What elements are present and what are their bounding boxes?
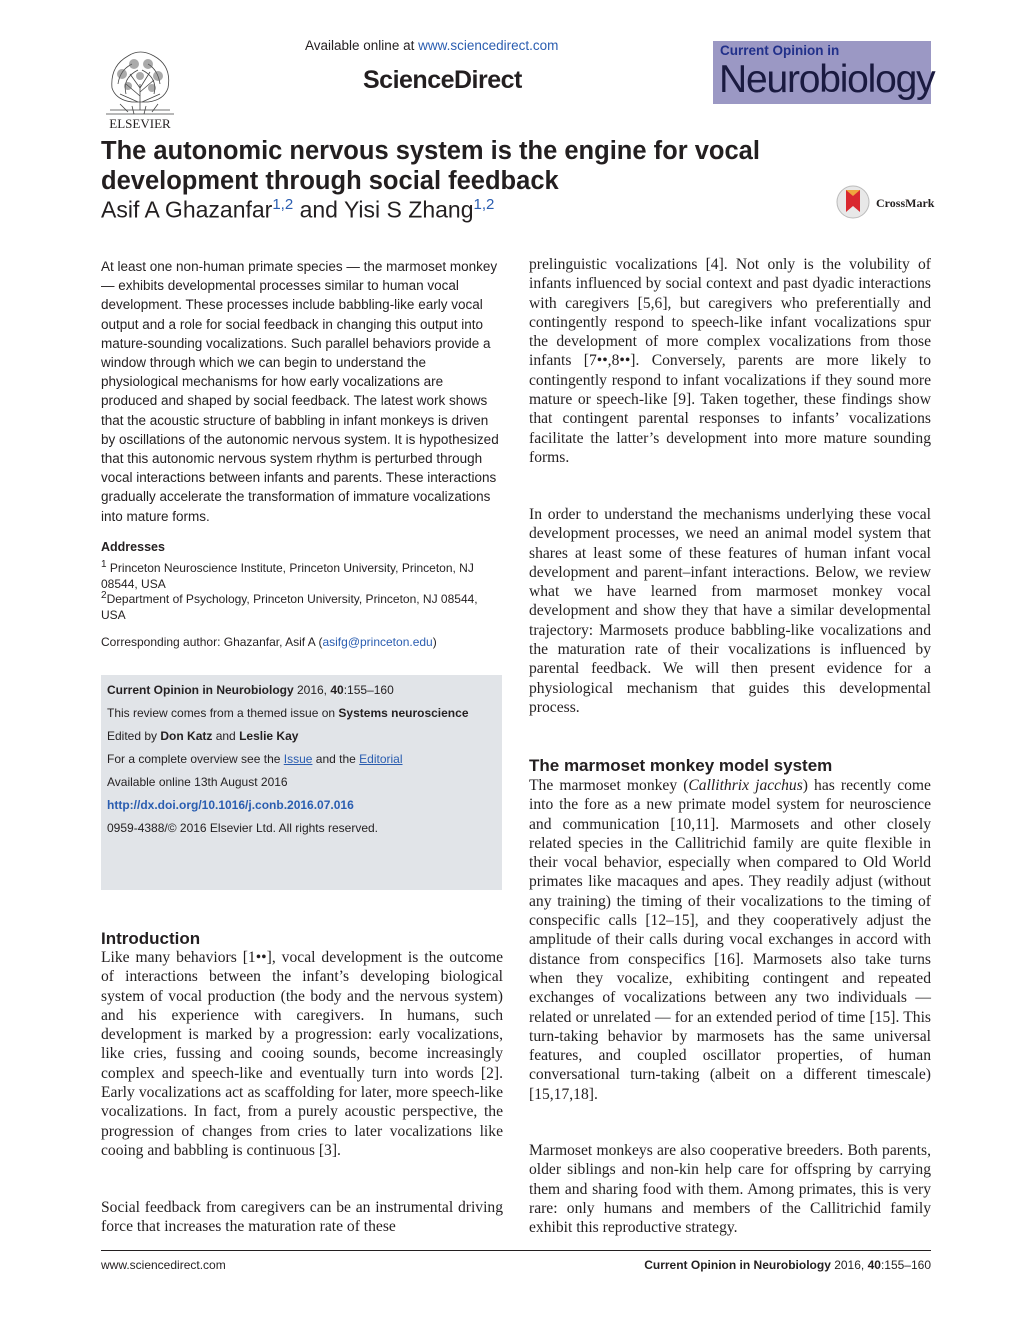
intro-paragraph-1: Like many behaviors [1••], vocal development is the outcome of interactions between the infant’s developing biological system of vocal production (the body and the nervous system) and his experience with caregivers. In humans, such development is marked by a progression: early vocalizations, like cries, fussing and cooing sounds, become increasingly complex and speech-like and eventually turn into words [2]. Early vocalizations act as scaffolding for later, more speech-like vocalizations. In fact, from a purely acoustic perspective, the progression of changes from cries to later vocalizations like cooing and babbling is continuous [3]. [101,949,503,1159]
crossmark-label: CrossMark [876,196,935,210]
overview-line: For a complete overview see the Issue and the Editorial [107,752,403,766]
affiliation-ref[interactable]: 1,2 [272,196,294,213]
crossmark-badge[interactable] [835,184,935,222]
corresponding-author: Corresponding author: Ghazanfar, Asif A (asifg@princeton.edu) [101,635,437,649]
journal-banner [713,41,935,104]
elsevier-tree-logo [98,44,182,130]
footer-website: www.sciencedirect.com [101,1258,226,1272]
intro-paragraph-2: Social feedback from caregivers can be an instrumental driving force that increases the maturation rate of these [101,1199,503,1236]
introduction-heading: Introduction [101,929,201,948]
affiliation-ref[interactable]: 1,2 [473,196,495,213]
author-list: Asif A Ghazanfar$^{1,2}$ and Yisi S Zhang$^{1,2}$ [101,196,495,223]
editors-line: Edited by Don Katz and Leslie Kay [107,729,299,743]
abstract: At least one non-human primate species — the marmoset monkey — exhibits developmental processes similar to human vocal development. These processes include babbling-like early vocal output and a role for social feedback in changing this output into mature-sounding vocalizations. Such parallel behaviors provide a window through which we can begin to understand the physiological mechanisms for how early vocalizations are produced and shaped by social feedback. The latest work shows that the acoustic structure of babbling in infant monkeys is driven by oscillations of the autonomic nervous system. It is hypothesized that this autonomic nervous system rhythm is perturbed through vocal interactions between infants and parents. These interactions gradually accelerate the transformation of immature vocalizations into mature forms. [101,259,499,524]
addresses-heading: Addresses [101,540,165,554]
author-email-link[interactable]: asifg@princeton.edu [322,635,433,649]
journal-banner-line1: Current Opinion in [720,43,840,58]
issue-link[interactable]: Issue [283,752,313,766]
body-paragraph-3: The marmoset monkey (Callithrix jacchus) has recently come into the fore as a new primate model system for neuroscience and communication [10,11]. Marmosets and other closely related species in the Callitrichid family are quite flexible in their vocal behavior, especially when compared to Old World primates like macaques and apes. They readily adjust (without any training) the timing of their vocalizations to the timing of conspecific calls [12–15], and they cooperatively adjust the amplitude of their calls during vocal exchanges in accord with distance from conspecifics [16]. Marmosets also take turns when they vocalize, exhibiting contingent and repeated exchanges of vocalizations between any two individuals — related or unrelated — for an extended period of time [15]. This turn-taking behavior by marmosets has the same universal features, and coupled oscillator properties, of human conversational turn-taking (albeit on a different timescale) [15,17,18]. [529,777,931,1103]
themed-issue-line: This review comes from a themed issue on Systems neuroscience [107,706,469,720]
article-title: The autonomic nervous system is the engine for vocal development through social feedback [101,137,760,195]
address-1: $^1$ Princeton Neuroscience Institute, Princeton University, Princeton, NJ 08544, USA [101,559,474,591]
author-name: Yisi S Zhang [343,196,474,223]
address-2: $^2$Department of Psychology, Princeton University, Princeton, NJ 08544, USA [101,590,478,622]
sciencedirect-wordmark: ScienceDirect [363,66,522,94]
editorial-link[interactable]: Editorial [359,752,403,766]
species-name: Callithrix jacchus [688,777,803,794]
body-paragraph-1: prelinguistic vocalizations [4]. Not only is the volubility of infants influenced by social context and past dyadic interactions with caregivers [5,6], but caregivers who preferentially and contingently respond to speech-like infant vocalizations spur the development of more complex vocalizations from those infants [7••,8••]. Conversely, parents are more likely to contingently respond to infant vocalizations if they sound more mature or speech-like [9]. Taken together, these findings show that contingent parental responses to infants’ vocalizations facilitate the latter’s development into more mature sounding forms. [529,256,931,466]
body-paragraph-4: Marmoset monkeys are also cooperative breeders. Both parents, older siblings and non-kin help care for offspring by carrying them and sharing food with them. Among primates, this is very rare: only humans and members of the Callitrichid family exhibit this reproductive strategy. [529,1142,931,1237]
journal-banner-line2: Neurobiology [719,58,935,101]
article-info-box [101,675,502,890]
body-paragraph-2: In order to understand the mechanisms underlying these vocal development processes, we need an animal model system that shares at least some of these features of human infant vocal development and parent–infant interactions. Below, we review what we have learned from marmoset monkey vocal development and show they that have a similar developmental trajectory: Marmosets produce babbling-like vocalizations and the maturation rate of their vocalizations is influenced by parental feedback. We will then present evidence for a physiological mechanism that guides this developmental process. [529,506,931,716]
author-name: Asif A Ghazanfar [101,196,273,223]
publisher-name: ELSEVIER [109,116,171,130]
citation-line: Current Opinion in Neurobiology 2016, 40:155–160 [107,683,394,697]
sciencedirect-link[interactable]: www.sciencedirect.com [418,38,559,53]
section-heading: The marmoset monkey model system [529,756,833,775]
footer-divider [101,1250,931,1251]
doi-link[interactable]: http://dx.doi.org/10.1016/j.conb.2016.07.016 [107,798,354,812]
copyright-line: 0959-4388/© 2016 Elsevier Ltd. All rights reserved. [107,821,378,835]
crossmark-icon [835,184,871,222]
available-online-text: Available online at www.sciencedirect.com [305,38,559,53]
footer-citation: Current Opinion in Neurobiology 2016, 40:155–160 [644,1258,931,1272]
available-online-date: Available online 13th August 2016 [107,775,288,789]
